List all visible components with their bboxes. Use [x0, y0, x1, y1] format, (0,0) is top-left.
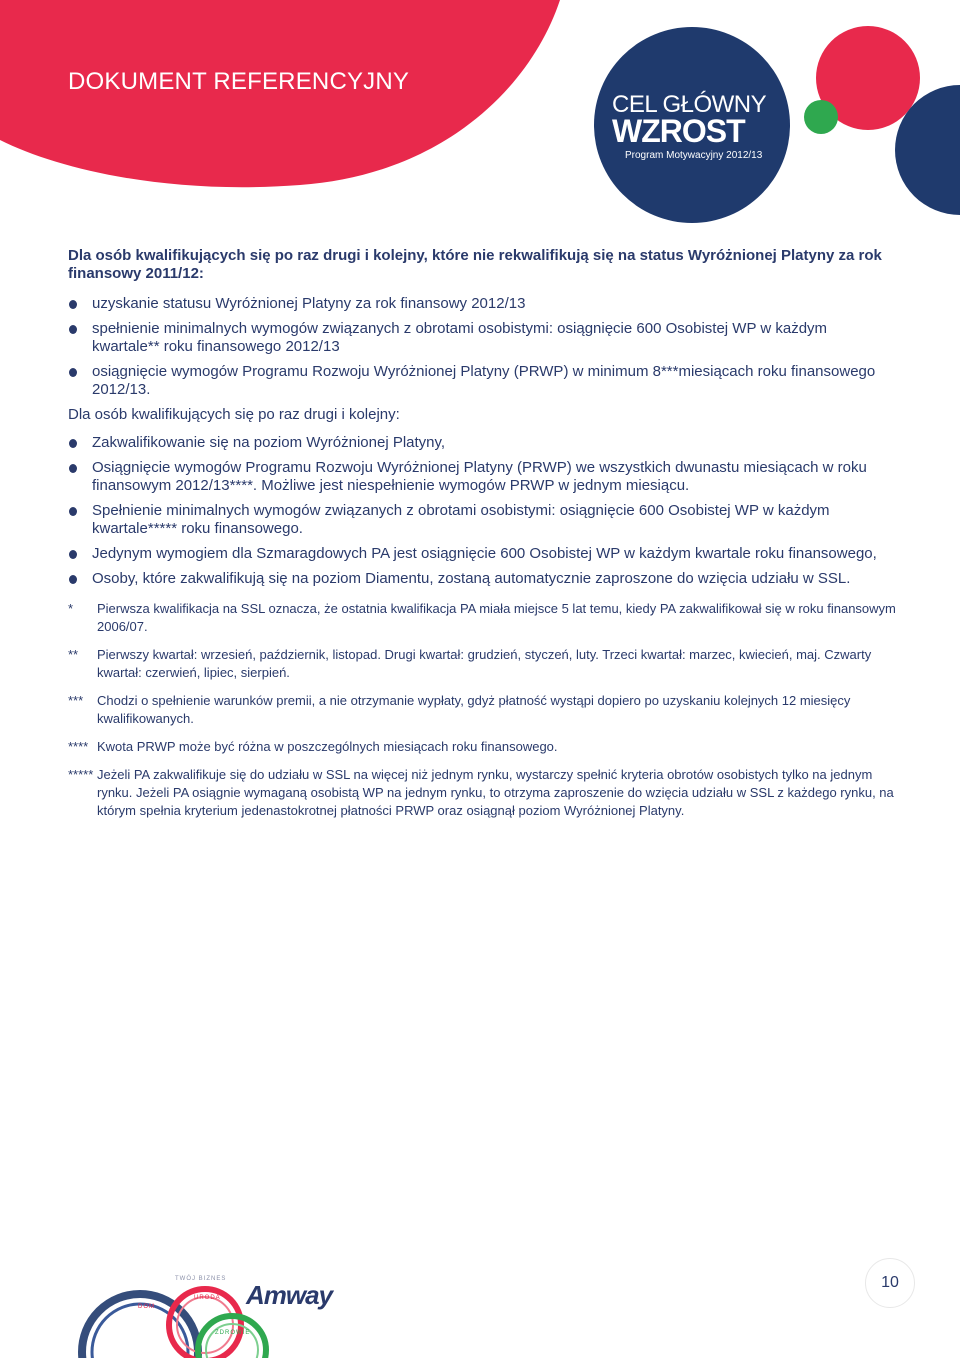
- footnote: [68, 738, 898, 756]
- list-item: uzyskanie statusu Wyróżnionej Platyny za rok finansowy 2012/13: [68, 295, 898, 313]
- ring-label-business: TWÓJ BIZNES: [175, 1276, 227, 1282]
- footnote-mark: *: [68, 601, 74, 616]
- page-number: 10: [865, 1258, 915, 1308]
- footnote-mark: ***: [68, 693, 84, 708]
- badge-title: CEL GŁÓWNY: [612, 91, 767, 118]
- section2-heading: Dla osób kwalifikujących się po raz drugi i kolejny:: [68, 406, 400, 423]
- footnotes: [68, 600, 898, 820]
- main-content: [68, 247, 898, 830]
- list-item: Osoby, które zakwalifikują się na poziom Diamentu, zostaną automatycznie zaproszone do wzięcia udziału w SSL.: [68, 570, 898, 588]
- list-item: osiągnięcie wymogów Programu Rozwoju Wyróżnionej Platyny (PRWP) w minimum 8***miesiącach roku finansowego 2012/13.: [68, 363, 898, 399]
- footnote-text: Kwota PRWP może być różna w poszczególnych miesiącach roku finansowego.: [97, 739, 558, 754]
- list-item: Jedynym wymogiem dla Szmaragdowych PA jest osiągnięcie 600 Osobistej WP w każdym kwartale roku finansowego,: [68, 545, 898, 563]
- badge-subtitle: WZROST: [612, 113, 745, 149]
- footnote: [68, 600, 898, 636]
- footnote-text: Chodzi o spełnienie warunków premii, a nie otrzymanie wypłaty, gdyż płatność wystąpi dopiero po uzyskaniu kolejnych 12 miesięcy kwalifikowanych.: [97, 693, 851, 726]
- list-item: Spełnienie minimalnych wymogów związanych z obrotami osobistymi: osiągnięcie 600 Osobistej WP w każdym kwartale***** roku finansowego.: [68, 502, 898, 538]
- footnote-text: Jeżeli PA zakwalifikuje się do udziału w SSL na więcej niż jednym rynku, wystarczy spełnić kryteria obrotów osobistych tylko na jednym rynku. Jeżeli PA osiągnie wymaganą osobistą WP na jednym rynku, to otrzyma zaproszenie do wzięcia udziału w SSL z każdego rynku, na którym spełnia kryterium jedenastokrotnej płatności PRWP oraz osiągnął poziom Wyróżnionej Platyny.: [97, 767, 894, 818]
- ring-label-beauty: URODA: [194, 1295, 221, 1301]
- section2-list: [68, 434, 898, 588]
- ring-label-home: DOM: [138, 1304, 155, 1310]
- green-dot: [804, 100, 838, 134]
- footnote-text: Pierwszy kwartał: wrzesień, październik, listopad. Drugi kwartał: grudzień, styczeń, luty. Trzeci kwartał: marzec, kwiecień, maj. Czwarty kwartał: czerwień, lipiec, sierpień.: [97, 647, 872, 680]
- footnote-mark: **: [68, 647, 79, 662]
- footnote-mark: *****: [68, 767, 94, 782]
- footnote: [68, 646, 898, 682]
- section1-list: [68, 295, 898, 399]
- ring-label-health: ZDROWIE: [215, 1330, 251, 1336]
- list-item: Osiągnięcie wymogów Programu Rozwoju Wyróżnionej Platyny (PRWP) we wszystkich dwunastu miesiącach w roku finansowym 2012/13****. Możliwe jest niespełnienie wymogów PRWP w jednym miesiącu.: [68, 459, 898, 495]
- page-title: DOKUMENT REFERENCYJNY: [68, 68, 410, 95]
- footnote: [68, 766, 898, 820]
- footnote-text: Pierwsza kwalifikacja na SSL oznacza, że ostatnia kwalifikacja PA miała miejsce 5 lat temu, kiedy PA zakwalifikował się w roku finansowym 2006/07.: [97, 601, 896, 634]
- amway-logo: Amway: [246, 1280, 333, 1310]
- badge-program: Program Motywacyjny 2012/13: [625, 150, 763, 161]
- section1-heading: Dla osób kwalifikujących się po raz drugi i kolejny, które nie rekwalifikują się na status Wyróżnionej Platyny za rok finansowy 2011/12:: [68, 247, 882, 282]
- footnote: [68, 692, 898, 728]
- rings-logo: [82, 1289, 266, 1358]
- footnote-mark: ****: [68, 739, 89, 754]
- list-item: Zakwalifikowanie się na poziom Wyróżnionej Platyny,: [68, 434, 898, 452]
- list-item: spełnienie minimalnych wymogów związanych z obrotami osobistymi: osiągnięcie 600 Osobistej WP w każdym kwartale** roku finansowego 2012/13: [68, 320, 898, 356]
